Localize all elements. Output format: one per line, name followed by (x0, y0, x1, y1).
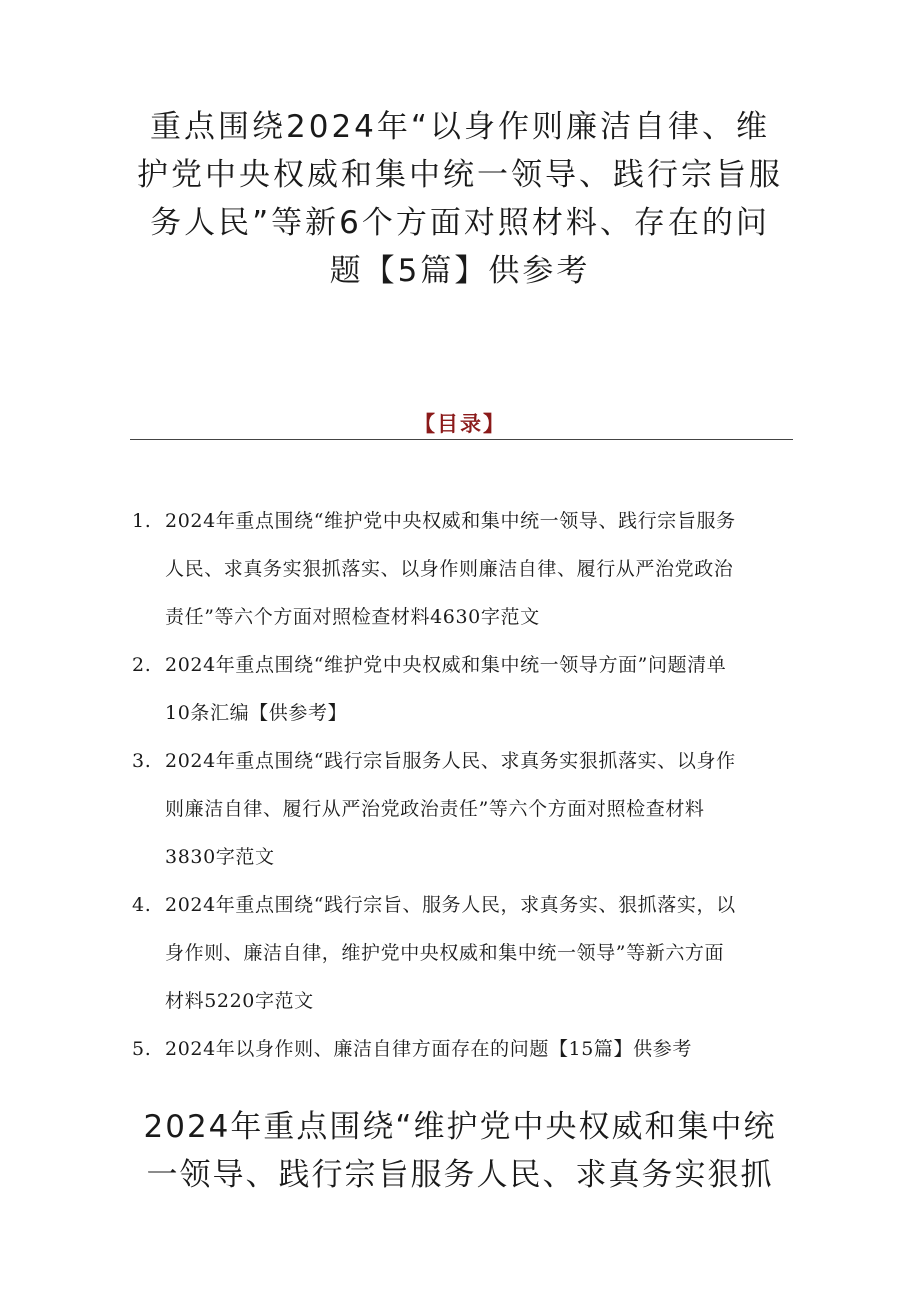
toc-divider (130, 439, 793, 440)
toc-item-line: 10条汇编【供参考】 (165, 702, 348, 724)
toc-heading: 【目录】 (414, 412, 506, 436)
toc-item-number: 3. (132, 750, 152, 772)
toc-item-line: 材料5220字范文 (165, 990, 314, 1012)
toc-item-line: 身作则、廉洁自律，维护党中央权威和集中统一领导”等新六方面 (165, 942, 725, 964)
toc-item-line: 人民、求真务实狠抓落实、以身作则廉洁自律、履行从严治党政治 (165, 558, 734, 580)
toc-item-line: 2024年以身作则、廉洁自律方面存在的问题【15篇】供参考 (165, 1038, 692, 1060)
section-heading-line: 2024年重点围绕“维护党中央权威和集中统 (143, 1109, 777, 1145)
toc-item-line: 2024年重点围绕“维护党中央权威和集中统一领导方面”问题清单 (165, 654, 727, 676)
document-title (130, 103, 790, 295)
section-heading-line: 一领导、践行宗旨服务人民、求真务实狠抓 (146, 1157, 774, 1193)
toc-item-5[interactable] (128, 1025, 798, 1073)
toc-item-line: 2024年重点围绕“践行宗旨服务人民、求真务实狠抓落实、以身作 (165, 750, 736, 772)
toc-item-number: 1. (132, 510, 152, 532)
toc-item-3[interactable] (128, 737, 798, 881)
toc-item-2[interactable] (128, 641, 798, 737)
title-line: 护党中央权威和集中统一领导、践行宗旨服 (137, 157, 783, 193)
table-of-contents (128, 497, 798, 1073)
title-line: 题【5篇】供参考 (329, 253, 591, 289)
toc-item-line: 3830字范文 (165, 846, 275, 868)
toc-item-line: 则廉洁自律、履行从严治党政治责任”等六个方面对照检查材料 (165, 798, 705, 820)
toc-item-1[interactable] (128, 497, 798, 641)
toc-item-4[interactable] (128, 881, 798, 1025)
title-line: 务人民”等新6个方面对照材料、存在的问 (150, 205, 770, 241)
toc-item-line: 责任”等六个方面对照检查材料4630字范文 (165, 606, 540, 628)
title-line: 重点围绕2024年“以身作则廉洁自律、维 (150, 109, 770, 145)
toc-item-line: 2024年重点围绕“维护党中央权威和集中统一领导、践行宗旨服务 (165, 510, 736, 532)
section-heading (130, 1103, 790, 1199)
toc-item-number: 2. (132, 654, 152, 676)
toc-item-number: 5. (132, 1038, 152, 1060)
toc-item-number: 4. (132, 894, 152, 916)
toc-item-line: 2024年重点围绕“践行宗旨、服务人民，求真务实、狠抓落实，以 (165, 894, 736, 916)
